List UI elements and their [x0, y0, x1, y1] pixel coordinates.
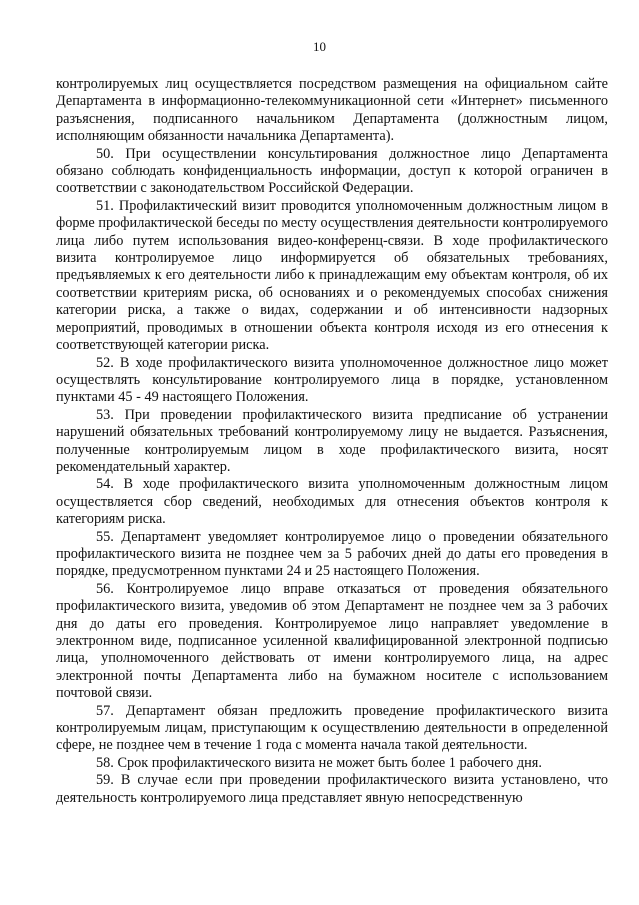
paragraph-54: 54. В ходе профилактического визита уполномоченным должностным лицом осуществляется сбор сведений, необходимых для отнесения объектов контроля к категориям риска. [56, 476, 608, 528]
paragraph-53: 53. При проведении профилактического визита предписание об устранении нарушений обязательных требований контролируемому лицу не выдается. Разъяснения, полученные контролируемым лицом в ходе профилактического визита, носят рекомендательный характер. [56, 406, 608, 475]
paragraph-57: 57. Департамент обязан предложить проведение профилактического визита контролируемым лицам, приступающим к осуществлению деятельности в определенной сфере, не позднее чем в течение 1 года с момента начала такой деятельности. [56, 702, 608, 754]
paragraph-58: 58. Срок профилактического визита не может быть более 1 рабочего дня. [96, 754, 542, 771]
document-body [56, 76, 608, 807]
page-number: 10 [313, 39, 326, 54]
paragraph-52: 52. В ходе профилактического визита уполномоченное должностное лицо может осуществлять консультирование контролируемого лица в порядке, установленном пунктами 45 - 49 настоящего Положения. [56, 354, 608, 406]
paragraph-55: 55. Департамент уведомляет контролируемое лицо о проведении обязательного профилактического визита не позднее чем за 5 рабочих дней до даты его проведения в порядке, предусмотренном пунктами 24 и 25 настоящего Положения. [56, 528, 608, 580]
paragraph-50: 50. При осуществлении консультирования должностное лицо Департамента обязано соблюдать конфиденциальность информации, доступ к которой ограничен в соответствии с законодательством Российской Федерации. [56, 145, 608, 197]
paragraph-56: 56. Контролируемое лицо вправе отказаться от проведения обязательного профилактического визита, уведомив об этом Департамент не позднее чем за 3 рабочих дня до даты его проведения. Контролируемое лицо направляет уведомление в электронном виде, подписанное усиленной квалифицированной электронной подписью лица, уполномоченного действовать от имени контролируемого лица, на адрес электронной почты Департамента либо на бумажном носителе с использованием почтовой связи. [56, 580, 608, 702]
paragraph-59: 59. В случае если при проведении профилактического визита установлено, что деятельность контролируемого лица представляет явную непосредственную [56, 772, 608, 806]
paragraph-continuation: контролируемых лиц осуществляется посредством размещения на официальном сайте Департамента в информационно-телекоммуникационной сети «Интернет» письменного разъяснения, подписанного начальником Департамента (должностным лицом, исполняющим обязанности начальника Департамента). [56, 76, 608, 145]
paragraph-51: 51. Профилактический визит проводится уполномоченным должностным лицом в форме профилактической беседы по месту осуществления деятельности контролируемого лица либо путем использования видео-конференц-связи. В ходе профилактического визита контролируемое лицо информируется об обязательных требованиях, предъявляемых к его деятельности либо к принадлежащим ему объектам контроля, об их соответствии критериям риска, об основаниях и о рекомендуемых способах снижения категории риска, а также о видах, содержании и об интенсивности надзорных мероприятий, проводимых в отношении объекта контроля исходя из его отнесения к соответствующей категории риска. [56, 197, 608, 354]
